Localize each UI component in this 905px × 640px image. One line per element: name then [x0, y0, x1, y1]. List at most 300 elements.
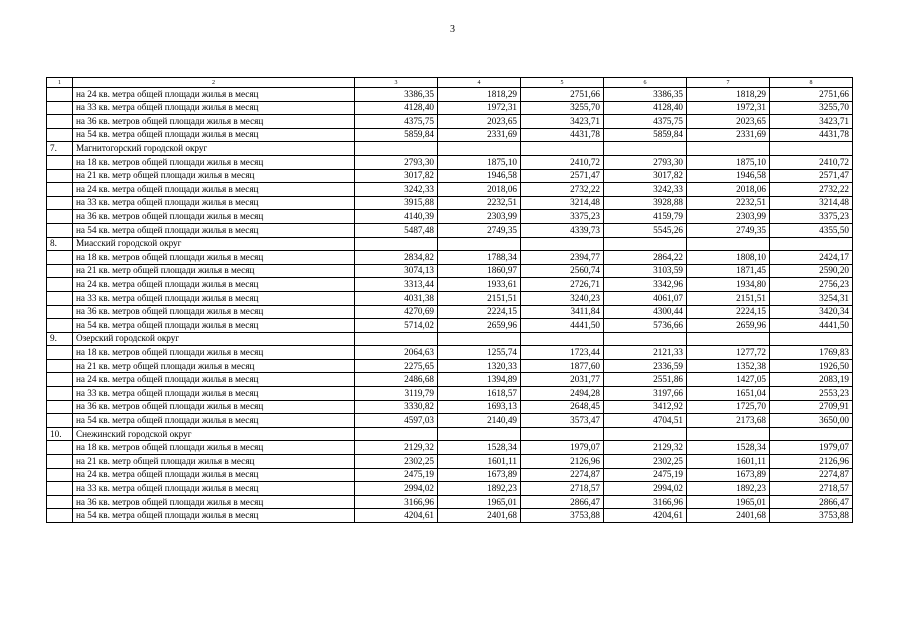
- row-number: [47, 264, 73, 278]
- value-cell: 3753,88: [521, 509, 604, 523]
- row-label: на 36 кв. метров общей площади жилья в месяц: [73, 115, 355, 129]
- table-row: [47, 251, 853, 265]
- page-number: 3: [450, 24, 455, 35]
- row-label: на 21 кв. метр общей площади жилья в месяц: [73, 359, 355, 373]
- value-cell: 2232,51: [438, 196, 521, 210]
- value-cell: 3928,88: [604, 196, 687, 210]
- value-cell: 2224,15: [687, 305, 770, 319]
- value-cell: 3423,71: [521, 115, 604, 129]
- value-cell: 2793,30: [604, 155, 687, 169]
- value-cell: 3197,66: [604, 387, 687, 401]
- value-cell: 1725,70: [687, 400, 770, 414]
- value-cell: [687, 427, 770, 441]
- value-cell: 1673,89: [438, 468, 521, 482]
- value-cell: 2834,82: [355, 251, 438, 265]
- row-number: [47, 468, 73, 482]
- table-row: [47, 101, 853, 115]
- value-cell: 2571,47: [770, 169, 853, 183]
- value-cell: 4061,07: [604, 291, 687, 305]
- value-cell: 1528,34: [687, 441, 770, 455]
- value-cell: [438, 427, 521, 441]
- column-number: 2: [73, 78, 355, 88]
- value-cell: 3753,88: [770, 509, 853, 523]
- value-cell: 2718,57: [521, 482, 604, 496]
- table-row: [47, 414, 853, 428]
- value-cell: [687, 332, 770, 346]
- value-cell: 1979,07: [521, 441, 604, 455]
- value-cell: [355, 142, 438, 156]
- value-cell: 3255,70: [770, 101, 853, 115]
- value-cell: 4159,79: [604, 210, 687, 224]
- value-cell: 2793,30: [355, 155, 438, 169]
- value-cell: 2331,69: [687, 128, 770, 142]
- value-cell: 2121,33: [604, 346, 687, 360]
- value-cell: 4270,69: [355, 305, 438, 319]
- value-cell: 2475,19: [355, 468, 438, 482]
- table-row: [47, 400, 853, 414]
- value-cell: 1352,38: [687, 359, 770, 373]
- value-cell: 2551,86: [604, 373, 687, 387]
- value-cell: 2994,02: [604, 482, 687, 496]
- table-row: [47, 468, 853, 482]
- row-label: на 21 кв. метр общей площади жилья в месяц: [73, 169, 355, 183]
- row-label: на 54 кв. метра общей площади жилья в месяц: [73, 223, 355, 237]
- value-cell: 1946,58: [438, 169, 521, 183]
- row-number: [47, 88, 73, 102]
- value-cell: 3375,23: [521, 210, 604, 224]
- value-cell: 3119,79: [355, 387, 438, 401]
- row-label: на 24 кв. метра общей площади жилья в месяц: [73, 373, 355, 387]
- value-cell: 3412,92: [604, 400, 687, 414]
- value-cell: 2659,96: [438, 319, 521, 333]
- row-label: на 54 кв. метра общей площади жилья в месяц: [73, 509, 355, 523]
- value-cell: 1528,34: [438, 441, 521, 455]
- value-cell: 3420,34: [770, 305, 853, 319]
- table-row: [47, 291, 853, 305]
- value-cell: 2129,32: [355, 441, 438, 455]
- value-cell: 1965,01: [687, 495, 770, 509]
- value-cell: 2749,35: [438, 223, 521, 237]
- value-cell: 2302,25: [604, 455, 687, 469]
- value-cell: 2018,06: [687, 183, 770, 197]
- value-cell: 1818,29: [687, 88, 770, 102]
- value-cell: 2064,63: [355, 346, 438, 360]
- district-name: Снежинский городской округ: [73, 427, 355, 441]
- value-cell: 2866,47: [521, 495, 604, 509]
- value-cell: 5859,84: [604, 128, 687, 142]
- value-cell: [438, 332, 521, 346]
- row-label: на 21 кв. метр общей площади жилья в месяц: [73, 264, 355, 278]
- value-cell: 1871,45: [687, 264, 770, 278]
- row-number: [47, 155, 73, 169]
- value-cell: 2023,65: [687, 115, 770, 129]
- value-cell: 2394,77: [521, 251, 604, 265]
- value-cell: 2732,22: [770, 183, 853, 197]
- row-number: [47, 278, 73, 292]
- value-cell: 1818,29: [438, 88, 521, 102]
- column-number: 7: [687, 78, 770, 88]
- value-cell: 5545,26: [604, 223, 687, 237]
- value-cell: 4375,75: [355, 115, 438, 129]
- value-cell: 2302,25: [355, 455, 438, 469]
- value-cell: 1860,97: [438, 264, 521, 278]
- value-cell: [604, 332, 687, 346]
- value-cell: 2129,32: [604, 441, 687, 455]
- row-label: на 54 кв. метра общей площади жилья в месяц: [73, 128, 355, 142]
- value-cell: 3342,96: [604, 278, 687, 292]
- value-cell: [604, 427, 687, 441]
- table-row: [47, 183, 853, 197]
- value-cell: 1723,44: [521, 346, 604, 360]
- value-cell: 3214,48: [770, 196, 853, 210]
- value-cell: 2718,57: [770, 482, 853, 496]
- row-number: 9.: [47, 332, 73, 346]
- value-cell: 3423,71: [770, 115, 853, 129]
- value-cell: 4140,39: [355, 210, 438, 224]
- value-cell: 2083,19: [770, 373, 853, 387]
- value-cell: [770, 237, 853, 251]
- table-row: [47, 223, 853, 237]
- row-label: на 33 кв. метра общей площади жилья в месяц: [73, 291, 355, 305]
- value-cell: 1972,31: [687, 101, 770, 115]
- row-number: [47, 196, 73, 210]
- row-number: 7.: [47, 142, 73, 156]
- column-number: 3: [355, 78, 438, 88]
- value-cell: 4597,03: [355, 414, 438, 428]
- value-cell: 1693,13: [438, 400, 521, 414]
- value-cell: 4204,61: [355, 509, 438, 523]
- row-number: [47, 115, 73, 129]
- value-cell: 2173,68: [687, 414, 770, 428]
- value-cell: 3313,44: [355, 278, 438, 292]
- district-name: Миасский городской округ: [73, 237, 355, 251]
- value-cell: [355, 427, 438, 441]
- row-label: на 36 кв. метров общей площади жилья в месяц: [73, 495, 355, 509]
- column-number: 5: [521, 78, 604, 88]
- row-number: [47, 482, 73, 496]
- table-row: [47, 509, 853, 523]
- value-cell: 2151,51: [687, 291, 770, 305]
- table-row: [47, 155, 853, 169]
- value-cell: 1394,89: [438, 373, 521, 387]
- value-cell: 2401,68: [438, 509, 521, 523]
- row-label: на 36 кв. метров общей площади жилья в месяц: [73, 210, 355, 224]
- value-cell: 1892,23: [687, 482, 770, 496]
- table-row: [47, 387, 853, 401]
- column-number: 4: [438, 78, 521, 88]
- value-cell: [355, 237, 438, 251]
- value-cell: 2336,59: [604, 359, 687, 373]
- value-cell: 2751,66: [521, 88, 604, 102]
- value-cell: 2274,87: [521, 468, 604, 482]
- value-cell: 4204,61: [604, 509, 687, 523]
- table-row: [47, 264, 853, 278]
- value-cell: 1875,10: [687, 155, 770, 169]
- row-number: 8.: [47, 237, 73, 251]
- value-cell: 3386,35: [604, 88, 687, 102]
- value-cell: [604, 142, 687, 156]
- row-label: на 24 кв. метра общей площади жилья в месяц: [73, 468, 355, 482]
- table-row: [47, 210, 853, 224]
- row-label: на 33 кв. метра общей площади жилья в месяц: [73, 482, 355, 496]
- value-cell: 2424,17: [770, 251, 853, 265]
- row-label: на 36 кв. метров общей площади жилья в месяц: [73, 305, 355, 319]
- value-cell: 2126,96: [770, 455, 853, 469]
- section-row: [47, 427, 853, 441]
- value-cell: 1892,23: [438, 482, 521, 496]
- value-cell: 3166,96: [604, 495, 687, 509]
- value-cell: [438, 237, 521, 251]
- column-number-row: [47, 78, 853, 88]
- value-cell: 4128,40: [355, 101, 438, 115]
- value-cell: 1427,05: [687, 373, 770, 387]
- value-cell: 2475,19: [604, 468, 687, 482]
- value-cell: 2486,68: [355, 373, 438, 387]
- value-cell: 5736,66: [604, 319, 687, 333]
- row-label: на 24 кв. метра общей площади жилья в месяц: [73, 88, 355, 102]
- value-cell: 4300,44: [604, 305, 687, 319]
- value-cell: 2303,99: [687, 210, 770, 224]
- value-cell: [521, 142, 604, 156]
- table-row: [47, 278, 853, 292]
- value-cell: 1277,72: [687, 346, 770, 360]
- value-cell: 5859,84: [355, 128, 438, 142]
- value-cell: 1320,33: [438, 359, 521, 373]
- row-number: [47, 101, 73, 115]
- row-number: [47, 291, 73, 305]
- value-cell: 3254,31: [770, 291, 853, 305]
- value-cell: [604, 237, 687, 251]
- value-cell: 2560,74: [521, 264, 604, 278]
- table-row: [47, 441, 853, 455]
- value-cell: [770, 142, 853, 156]
- row-label: на 33 кв. метра общей площади жилья в месяц: [73, 101, 355, 115]
- value-cell: 2709,91: [770, 400, 853, 414]
- value-cell: 1769,83: [770, 346, 853, 360]
- value-cell: 3375,23: [770, 210, 853, 224]
- value-cell: 1926,50: [770, 359, 853, 373]
- value-cell: [355, 332, 438, 346]
- value-cell: 2232,51: [687, 196, 770, 210]
- section-row: [47, 142, 853, 156]
- section-row: [47, 237, 853, 251]
- value-cell: 2494,28: [521, 387, 604, 401]
- table-row: [47, 88, 853, 102]
- table-row: [47, 482, 853, 496]
- value-cell: 2224,15: [438, 305, 521, 319]
- value-cell: 2726,71: [521, 278, 604, 292]
- value-cell: [687, 237, 770, 251]
- value-cell: 2031,77: [521, 373, 604, 387]
- value-cell: [770, 427, 853, 441]
- row-number: [47, 455, 73, 469]
- value-cell: [438, 142, 521, 156]
- value-cell: 2126,96: [521, 455, 604, 469]
- row-label: на 18 кв. метров общей площади жилья в месяц: [73, 346, 355, 360]
- value-cell: 3242,33: [604, 183, 687, 197]
- row-number: [47, 373, 73, 387]
- row-number: [47, 128, 73, 142]
- value-cell: 2553,23: [770, 387, 853, 401]
- value-cell: 2864,22: [604, 251, 687, 265]
- district-name: Магнитогорский городской округ: [73, 142, 355, 156]
- district-name: Озерский городской округ: [73, 332, 355, 346]
- tariff-table: [46, 77, 853, 523]
- column-number: 1: [47, 78, 73, 88]
- value-cell: 3074,13: [355, 264, 438, 278]
- value-cell: 1601,11: [687, 455, 770, 469]
- row-label: на 18 кв. метров общей площади жилья в месяц: [73, 251, 355, 265]
- value-cell: 2140,49: [438, 414, 521, 428]
- value-cell: 2275,65: [355, 359, 438, 373]
- value-cell: 1933,61: [438, 278, 521, 292]
- row-number: [47, 387, 73, 401]
- row-label: на 18 кв. метров общей площади жилья в месяц: [73, 441, 355, 455]
- value-cell: 3017,82: [355, 169, 438, 183]
- table-row: [47, 305, 853, 319]
- value-cell: 1934,80: [687, 278, 770, 292]
- value-cell: 4431,78: [770, 128, 853, 142]
- value-cell: 3255,70: [521, 101, 604, 115]
- value-cell: 3650,00: [770, 414, 853, 428]
- value-cell: 2274,87: [770, 468, 853, 482]
- table-row: [47, 128, 853, 142]
- value-cell: 1965,01: [438, 495, 521, 509]
- value-cell: 2401,68: [687, 509, 770, 523]
- value-cell: 3411,84: [521, 305, 604, 319]
- value-cell: [687, 142, 770, 156]
- row-number: [47, 495, 73, 509]
- value-cell: 1979,07: [770, 441, 853, 455]
- value-cell: 1972,31: [438, 101, 521, 115]
- value-cell: 4355,50: [770, 223, 853, 237]
- row-number: [47, 509, 73, 523]
- value-cell: 3214,48: [521, 196, 604, 210]
- column-number: 6: [604, 78, 687, 88]
- value-cell: 4441,50: [770, 319, 853, 333]
- row-number: [47, 441, 73, 455]
- value-cell: 2410,72: [521, 155, 604, 169]
- row-label: на 54 кв. метра общей площади жилья в месяц: [73, 319, 355, 333]
- value-cell: 2648,45: [521, 400, 604, 414]
- table-row: [47, 373, 853, 387]
- value-cell: 4128,40: [604, 101, 687, 115]
- value-cell: 2410,72: [770, 155, 853, 169]
- table-row: [47, 169, 853, 183]
- value-cell: 3103,59: [604, 264, 687, 278]
- value-cell: 3330,82: [355, 400, 438, 414]
- value-cell: 4704,51: [604, 414, 687, 428]
- value-cell: 2023,65: [438, 115, 521, 129]
- table-body: [47, 78, 853, 523]
- value-cell: 1788,34: [438, 251, 521, 265]
- value-cell: 3242,33: [355, 183, 438, 197]
- value-cell: 2151,51: [438, 291, 521, 305]
- value-cell: 4339,73: [521, 223, 604, 237]
- row-number: [47, 183, 73, 197]
- value-cell: 1618,57: [438, 387, 521, 401]
- value-cell: 1651,04: [687, 387, 770, 401]
- row-number: [47, 359, 73, 373]
- value-cell: 2994,02: [355, 482, 438, 496]
- value-cell: [521, 427, 604, 441]
- row-number: [47, 169, 73, 183]
- table-row: [47, 196, 853, 210]
- value-cell: 3573,47: [521, 414, 604, 428]
- value-cell: [521, 237, 604, 251]
- value-cell: 3166,96: [355, 495, 438, 509]
- value-cell: 4441,50: [521, 319, 604, 333]
- value-cell: 2756,23: [770, 278, 853, 292]
- table-row: [47, 346, 853, 360]
- row-label: на 54 кв. метра общей площади жилья в месяц: [73, 414, 355, 428]
- value-cell: 1875,10: [438, 155, 521, 169]
- value-cell: [770, 332, 853, 346]
- value-cell: 3915,88: [355, 196, 438, 210]
- value-cell: 1601,11: [438, 455, 521, 469]
- value-cell: 1877,60: [521, 359, 604, 373]
- row-number: [47, 210, 73, 224]
- row-number: [47, 305, 73, 319]
- value-cell: 2303,99: [438, 210, 521, 224]
- value-cell: 1255,74: [438, 346, 521, 360]
- table-row: [47, 319, 853, 333]
- section-row: [47, 332, 853, 346]
- row-label: на 21 кв. метр общей площади жилья в месяц: [73, 455, 355, 469]
- value-cell: 2018,06: [438, 183, 521, 197]
- row-number: 10.: [47, 427, 73, 441]
- value-cell: 2331,69: [438, 128, 521, 142]
- value-cell: 3240,23: [521, 291, 604, 305]
- value-cell: 1946,58: [687, 169, 770, 183]
- value-cell: 4031,38: [355, 291, 438, 305]
- row-label: на 24 кв. метра общей площади жилья в месяц: [73, 183, 355, 197]
- row-number: [47, 400, 73, 414]
- row-label: на 24 кв. метра общей площади жилья в месяц: [73, 278, 355, 292]
- value-cell: [521, 332, 604, 346]
- table-row: [47, 359, 853, 373]
- value-cell: 1808,10: [687, 251, 770, 265]
- column-number: 8: [770, 78, 853, 88]
- table-row: [47, 495, 853, 509]
- row-label: на 33 кв. метра общей площади жилья в месяц: [73, 196, 355, 210]
- value-cell: 2732,22: [521, 183, 604, 197]
- value-cell: 2590,20: [770, 264, 853, 278]
- value-cell: 2571,47: [521, 169, 604, 183]
- row-number: [47, 346, 73, 360]
- value-cell: 1673,89: [687, 468, 770, 482]
- value-cell: 5487,48: [355, 223, 438, 237]
- value-cell: 2659,96: [687, 319, 770, 333]
- value-cell: 2751,66: [770, 88, 853, 102]
- table-row: [47, 115, 853, 129]
- row-number: [47, 223, 73, 237]
- value-cell: 3386,35: [355, 88, 438, 102]
- row-number: [47, 319, 73, 333]
- row-label: на 33 кв. метра общей площади жилья в месяц: [73, 387, 355, 401]
- table-row: [47, 455, 853, 469]
- value-cell: 2749,35: [687, 223, 770, 237]
- row-label: на 18 кв. метров общей площади жилья в месяц: [73, 155, 355, 169]
- row-number: [47, 414, 73, 428]
- value-cell: 2866,47: [770, 495, 853, 509]
- value-cell: 3017,82: [604, 169, 687, 183]
- value-cell: 4431,78: [521, 128, 604, 142]
- value-cell: 4375,75: [604, 115, 687, 129]
- row-label: на 36 кв. метров общей площади жилья в месяц: [73, 400, 355, 414]
- row-number: [47, 251, 73, 265]
- value-cell: 5714,02: [355, 319, 438, 333]
